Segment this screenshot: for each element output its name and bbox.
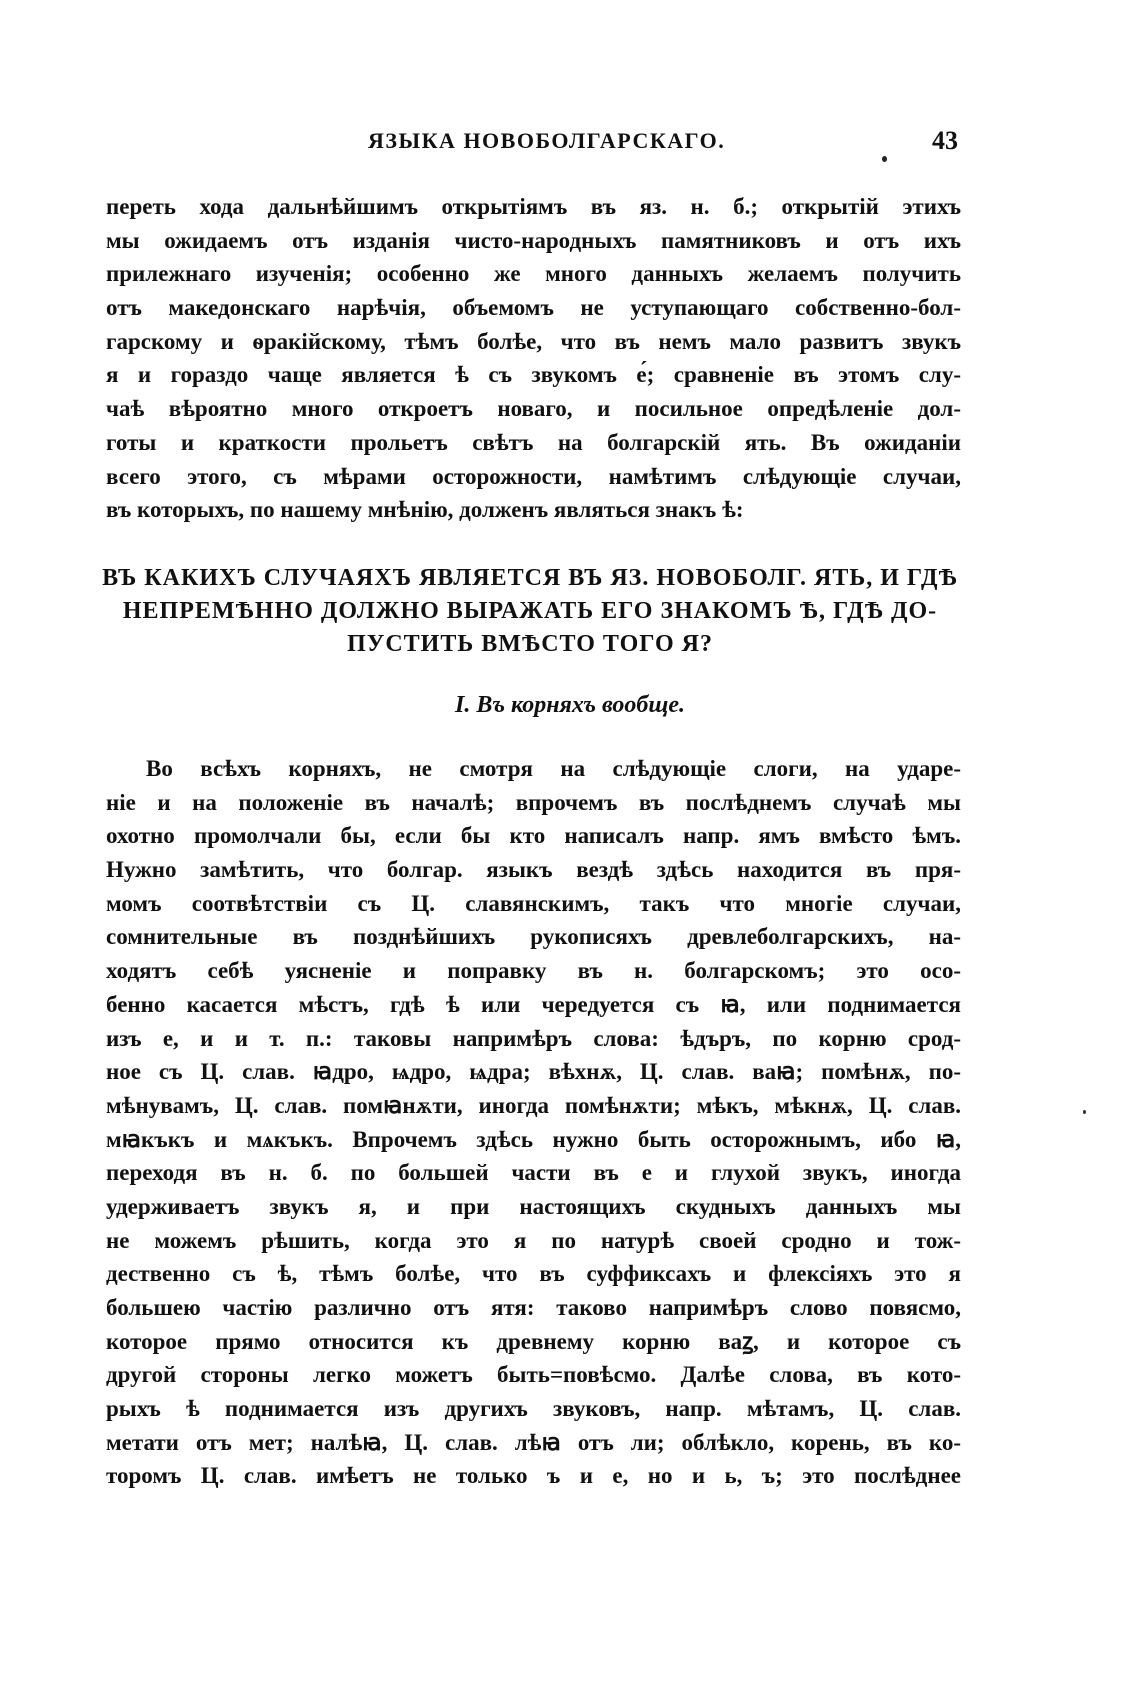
- text-line: ходятъ себѣ уясненіе и поправку въ н. болгарскомъ; это осо-: [106, 958, 961, 984]
- heading-line: НЕПРЕМѢННО ДОЛЖНО ВЫРАЖАТЬ ЕГО ЗНАКОМЪ Ѣ, ГДѢ ДО-: [122, 598, 938, 624]
- text-line: переходя въ н. б. по большей части въ е и глухой звукъ, иногда: [106, 1160, 961, 1186]
- text-line: удерживаетъ звукъ я, и при настоящихъ скудныхъ данныхъ мы: [106, 1193, 961, 1219]
- text-line: мѣнувамъ, Ц. слав. помꙗнѫти, иногда помѣнѫти; мѣкъ, мѣкнѫ, Ц. слав.: [106, 1092, 961, 1118]
- text-line: готы и краткости прольетъ свѣтъ на болгарскій ять. Въ ожиданіи: [106, 429, 961, 455]
- ink-speck: [1083, 1110, 1086, 1114]
- text-line: момъ соотвѣтствіи съ Ц. славянскимъ, такъ что многіе случаи,: [106, 890, 961, 916]
- text-line: ніе и на положеніе въ началѣ; впрочемъ въ послѣднемъ случаѣ мы: [106, 789, 961, 815]
- text-line: гарскому и ѳракійскому, тѣмъ болѣе, что въ немъ мало развитъ звукъ: [106, 328, 961, 354]
- text-line: ное съ Ц. слав. ꙗдро, ѩдро, ѩдра; вѣхнѫ, Ц. слав. ваꙗ; помѣнѫ, по-: [106, 1059, 961, 1085]
- paragraph-1: [106, 190, 961, 527]
- text-line: другой стороны легко можетъ быть=повѣсмо. Далѣе слова, въ кото-: [106, 1362, 961, 1388]
- text-line: отъ македонскаго нарѣчія, объемомъ не уступающаго собственно-бол-: [106, 295, 961, 321]
- text-line: которое прямо относится къ древнему корню ваꙁ, и которое съ: [106, 1328, 961, 1354]
- page-header: [0, 128, 1140, 168]
- text-line: дественно съ ѣ, тѣмъ болѣе, что въ суффиксахъ и флексіяхъ это я: [106, 1261, 961, 1287]
- text-line: мы ожидаемъ отъ изданія чисто-народныхъ памятниковъ и отъ ихъ: [106, 227, 961, 253]
- text-line: метати отъ мет; налѣꙗ, Ц. слав. лѣꙗ отъ ли; облѣкло, корень, въ ко-: [106, 1429, 961, 1455]
- text-line: Нужно замѣтить, что болгар. языкъ вездѣ здѣсь находится въ пря-: [106, 857, 961, 883]
- text-line: Во всѣхъ корняхъ, не смотря на слѣдующіе слоги, на ударе-: [146, 756, 961, 781]
- text-line: большею частію различно отъ ятя: таково напримѣръ слово повясмо,: [106, 1295, 961, 1320]
- text-line: въ которыхъ, по нашему мнѣнію, долженъ являться знакъ ѣ:: [106, 497, 744, 523]
- text-line: переть хода дальнѣйшимъ открытіямъ въ яз. н. б.; открытій этихъ: [106, 194, 961, 219]
- text-line: изъ е, и и т. п.: таковы напримѣръ слова: ѣдъръ, по корню срод-: [106, 1025, 961, 1051]
- text-line: прилежнаго изученія; особенно же много данныхъ желаемъ получить: [106, 261, 961, 287]
- text-line: бенно касается мѣстъ, гдѣ ѣ или чередуется съ ꙗ, или поднимается: [106, 991, 961, 1017]
- text-line: сомнительные въ позднѣйшихъ рукописяхъ древлеболгарскихъ, на-: [106, 924, 961, 950]
- text-line: мꙗкъкъ и мѧкъкъ. Впрочемъ здѣсь нужно быть осторожнымъ, ибо ꙗ,: [106, 1126, 961, 1152]
- running-title: ЯЗЫКА НОВОБОЛГАРСКАГО.: [368, 128, 726, 153]
- page-number: 43: [932, 126, 958, 155]
- text-line: я и гораздо чаще является ѣ съ звукомъ е́; сравненіе въ этомъ слу-: [106, 362, 961, 388]
- section-heading: [90, 562, 970, 661]
- text-line: всего этого, съ мѣрами осторожности, намѣтимъ слѣдующіе случаи,: [106, 463, 961, 489]
- heading-line: ВЪ КАКИХЪ СЛУЧАЯХЪ ЯВЛЯЕТСЯ ВЪ ЯЗ. НОВОБОЛГ. ЯТЬ, И ГДѢ: [102, 565, 958, 591]
- ink-speck: [882, 156, 887, 162]
- text-line: торомъ Ц. слав. имѣетъ не только ъ и е, но и ь, ъ; это послѣднее: [106, 1463, 961, 1489]
- text-line: чаѣ вѣроятно много откроетъ новаго, и посильное опредѣленіе дол-: [106, 396, 961, 422]
- subsection-heading: I. Въ корняхъ вообще.: [454, 692, 685, 718]
- text-line: не можемъ рѣшить, когда это я по натурѣ своей сродно и тож-: [106, 1227, 961, 1253]
- text-line: рыхъ ѣ поднимается изъ другихъ звуковъ, напр. мѣтамъ, Ц. слав.: [106, 1396, 961, 1422]
- heading-line: ПУСТИТЬ ВМѢСТО ТОГО Я?: [347, 631, 713, 657]
- text-line: охотно промолчали бы, если бы кто написалъ напр. ямъ вмѣсто ѣмъ.: [106, 823, 961, 849]
- paragraph-2: [106, 752, 961, 1493]
